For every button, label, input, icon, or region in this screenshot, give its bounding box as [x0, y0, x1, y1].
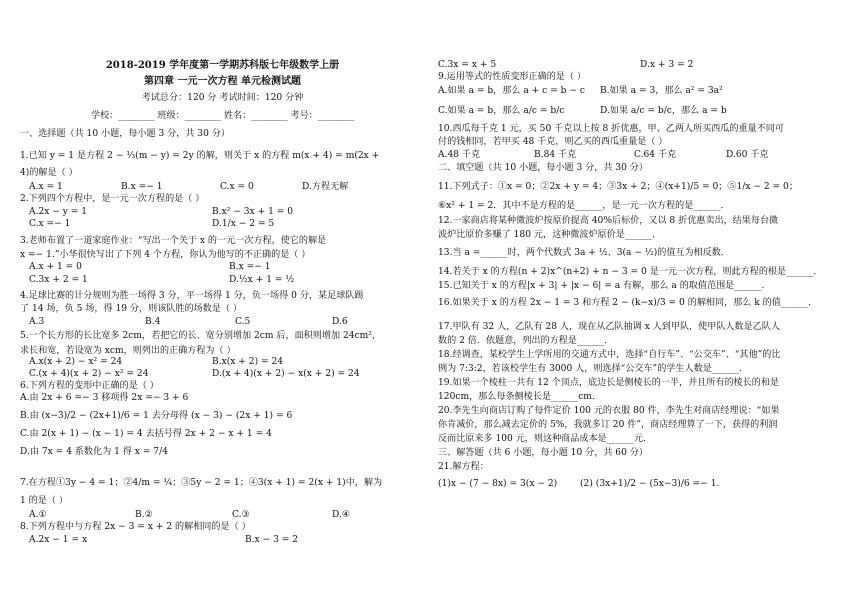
question-11-line1: 11.下列式子：①x = 0；②2x + y = 4；③3x + 2；④(x+1)/5 = 0；⑤1/x − 2 = 0； [438, 182, 798, 192]
option-a: A.x = 1 [29, 182, 63, 192]
question-21-stem: 21.解方程： [438, 462, 489, 472]
question-6-option-a: A.由 2x + 6 =− 3 移项得 2x =− 3 + 6 [20, 393, 189, 403]
question-11-line2: ⑥x² + 1 = 2．其中不是方程的是______，是一元一次方程的是______． [438, 201, 730, 211]
option-a: A.2x − 1 = x [29, 535, 88, 545]
option-c: C.x =− 1 [29, 219, 71, 229]
question-13: 13.当 a =______时，两个代数式 3a + ½、3(a − ½)的值互为相反数． [438, 248, 730, 258]
question-4-line1: 4.足球比赛的计分规则为胜一场得 3 分，平一场得 1 分，负一场得 0 分，某足球队踢 [20, 291, 364, 301]
question-6-option-b: B.由 (x−3)/2 − (2x+1)/6 = 1 去分母得 (x − 3) − (2x + 1) = 6 [20, 411, 293, 421]
question-17-line1: 17.甲队有 32 人，乙队有 28 人，现在从乙队抽调 x 人到甲队，使甲队人数是乙队人 [438, 322, 780, 332]
option-d: D.④ [332, 510, 351, 520]
question-17-line2: 数的 2 倍．依题意，列出的方程是______． [438, 336, 614, 346]
option-d: D.1/x − 2 = 5 [212, 219, 275, 229]
option-b: B.x =− 1 [229, 262, 271, 272]
question-19-line2: 120cm，那么每条侧棱长是______cm． [438, 392, 602, 402]
question-10-line2: 付的钱相同，若甲买 48 千克，则乙买的西瓜重量是（ ） [438, 137, 668, 147]
question-9-stem: 9.运用等式的性质变形正确的是（ ） [438, 72, 586, 82]
option-a: A.2x − y = 1 [29, 207, 88, 217]
option-a: A.x + 1 = 0 [29, 262, 82, 272]
section-title-answer: 三、解答题（共 6 小题，每小题 10 分，共 60 分） [438, 448, 648, 458]
question-6-option-c: C.由 2(x + 1) − (x − 1) = 4 去括号得 2x + 2 − x + 1 = 4 [20, 429, 272, 439]
section-title-fill: 二、填空题（共 10 小题，每小题 3 分，共 30 分） [438, 163, 648, 173]
option-c: C.③ [232, 510, 250, 520]
question-2-stem: 2.下列四个方程中，是一元一次方程的是（ ） [20, 194, 205, 204]
option-d: D.如果 a/c = b/c，那么 a = b [600, 106, 727, 116]
question-16: 16.如果关于 x 的方程 2x − 1 = 3 和方程 2 − (k−x)/3 = 0 的解相同，那么 k 的值______． [438, 298, 818, 308]
option-c: C.64 千克 [634, 150, 677, 160]
question-18-line2: 例为 7:3:2，若该校学生有 3000 人，则选择“公交车”的学生人数是______． [438, 364, 749, 374]
exam-subtitle: 第四章 一元一次方程 单元检测试题 [144, 76, 301, 87]
option-b: B.x(x + 2) = 24 [212, 357, 284, 367]
option-a: A.3 [29, 317, 45, 327]
question-1-line2: 4)的解是（ ） [20, 168, 78, 178]
option-a: A.如果 a = b，那么 a + c = b − c [438, 86, 585, 96]
question-14: 14.若关于 x 的方程(n + 2)x^(n+2) + n − 3 = 0 是一元一次方程，则此方程的根是______． [438, 267, 823, 277]
option-b: B.84 千克 [534, 150, 577, 160]
option-b: B.② [135, 510, 153, 520]
option-c: C.(x + 4)(x + 2) − x² = 24 [29, 369, 149, 379]
question-18-line1: 18.经调查，某校学生上学所用的交通方式中，选择“自行车”、“公交车”、“其他”的比 [438, 350, 781, 360]
question-20-line3: 反而比原来多 100 元，则这种商品成本是______元． [438, 434, 653, 444]
option-d: D.½x + 1 = ½ [229, 275, 295, 285]
option-c: C.如果 a = b，那么 a/c = b/c [438, 106, 565, 116]
exam-meta: 考试总分：120 分 考试时间：120 分钟 [141, 93, 304, 103]
option-c: C.3x = x + 5 [438, 60, 497, 70]
option-d: D.6 [332, 317, 348, 327]
question-3-line1: 3.老师布置了一道家庭作业：“写出一个关于 x 的一元一次方程，使它的解是 [20, 236, 327, 246]
question-4-line2: 了 14 场，负 5 场，得 19 分，则该队胜的场数是（ ） [20, 304, 242, 314]
question-21-part-2: (2) (3x+1)/2 − (5x−3)/6 =− 1． [580, 479, 726, 489]
section-title-choice: 一、选择题（共 10 小题，每小题 3 分，共 30 分） [20, 129, 230, 139]
option-a: A.x(x + 2) − x² = 24 [29, 357, 123, 367]
option-b: B.4 [145, 317, 161, 327]
option-b: B.x =− 1 [121, 182, 163, 192]
question-5-line1: 5.一个长方形的长比宽多 2cm，若把它的长、宽分别增加 2cm 后，面积则增加 24cm²， [20, 331, 381, 341]
option-d: D.(x + 4)(x + 2) − x(x + 2) = 24 [212, 369, 360, 379]
option-c: C.3x + 2 = 1 [29, 275, 88, 285]
question-6-option-d: D.由 7x = 4 系数化为 1 得 x = 7/4 [20, 447, 168, 457]
option-c: C.x = 0 [220, 182, 254, 192]
option-c: C.5 [235, 317, 251, 327]
option-d: D.方程无解 [302, 182, 349, 192]
question-7-line1: 7.在方程①3y − 4 = 1；②4/m = ¼；③5y − 2 = 1；④3(x + 1) = 2(x + 1)中，解为 [20, 478, 383, 488]
option-a: A.48 千克 [438, 150, 481, 160]
student-info-fields: 学校：________ 班级：________ 姓名：________ 考号：________ [90, 111, 355, 121]
question-8-stem: 8.下列方程中与方程 2x − 3 = x + 2 的解相同的是（ ） [20, 522, 251, 532]
option-a: A.① [29, 510, 47, 520]
question-12-line2: 波炉比原价多赚了 180 元，这种微波炉原价是______． [438, 230, 662, 240]
question-5-line2: 求长和宽，若设宽为 xcm，则列出的正确方程为（ ） [20, 346, 236, 356]
question-7-line2: 1 的是（ ） [20, 496, 68, 506]
question-1-line1: 1.已知 y = 1 是方程 2 − ⅓(m − y) = 2y 的解，则关于 x 的方程 m(x + 4) = m(2x + [20, 151, 380, 161]
question-15: 15.已知关于 x 的方程|x + 3| + |x − 6| = a 有解，那么 a 的取值范围是______． [438, 281, 771, 291]
question-20-line2: 你肯减价，那么减去定价的 5%，我就多订 20 件”，商店经理算了一下，获得的利润 [438, 420, 778, 430]
question-10-line1: 10.西瓜每千克 1 元，买 50 千克以上按 8 折优惠，甲、乙两人所买西瓜的重量不同可 [438, 124, 784, 134]
exam-title: 2018-2019 学年度第一学期苏科版七年级数学上册 [105, 60, 340, 71]
question-21-part-1: (1)x − (7 − 8x) = 3(x − 2) [438, 479, 558, 489]
question-19-line1: 19.如果一个棱柱一共有 12 个顶点，底边长是侧棱长的一半，并且所有的棱长的和是 [438, 378, 780, 388]
question-20-line1: 20.李先生向商店订购了每件定价 100 元的衣服 80 件，李先生对商店经理说：“如果 [438, 406, 780, 416]
option-d: D.60 千克 [726, 150, 769, 160]
option-d: D.x + 3 = 2 [640, 60, 694, 70]
question-12-line1: 12.一家商店将某种微波炉按原价提高 40%后标价，又以 8 折优惠卖出，结果每台微 [438, 216, 779, 226]
option-b: B.如果 a = 3，那么 a² = 3a² [600, 86, 723, 96]
option-b: B.x − 3 = 2 [245, 535, 299, 545]
question-3-line2: x =− 1.”小华很快写出了下列 4 个方程，你认为他写的不正确的是（ ） [20, 250, 311, 260]
option-b: B.x² − 3x + 1 = 0 [212, 207, 294, 217]
question-6-stem: 6.下列方程的变形中正确的是（ ） [20, 381, 159, 391]
